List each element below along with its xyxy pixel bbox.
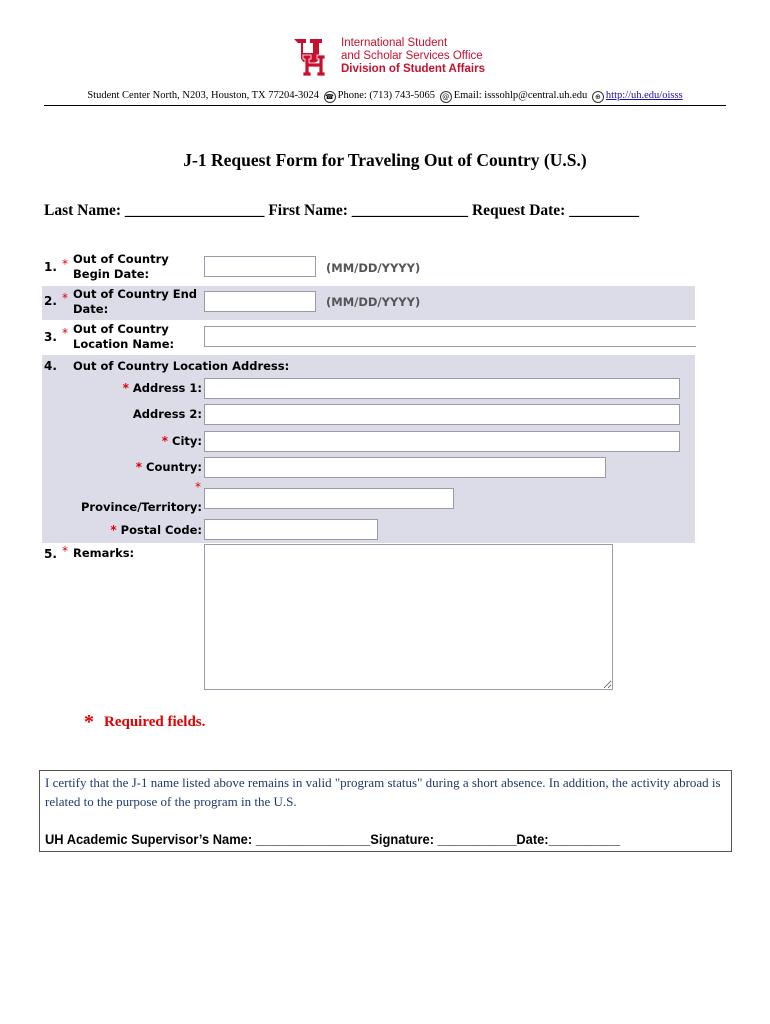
address1-label-text: Address 1:: [132, 381, 202, 395]
q2-date-hint: (MM/DD/YYYY): [326, 295, 421, 309]
q1-label: [73, 252, 169, 282]
postal-code-label: [62, 523, 202, 538]
logo-line-2: and Scholar Services Office: [341, 50, 483, 62]
postal-code-input[interactable]: [204, 519, 378, 540]
q3-label-line2: Location Name:: [73, 337, 175, 351]
logo-line-1: International Student: [341, 37, 448, 49]
address1-input[interactable]: [204, 378, 680, 399]
phone-text: Phone: (713) 743-5065: [337, 90, 436, 101]
country-label-text: Country:: [146, 460, 202, 474]
certification-text: I certify that the J-1 name listed above remains in valid "program status" during a short absence. In addition, the activity abroad is related to the purpose of the program in the U.S.: [45, 775, 721, 809]
supervisor-signature-line: UH Academic Supervisor’s Name: ________________Signature: ___________Date:__________: [45, 831, 621, 847]
phone-icon: ☎: [325, 93, 334, 101]
postal-required-mark: *: [110, 523, 117, 537]
q2-label-line2: Date:: [73, 302, 109, 316]
contact-line: [44, 90, 726, 106]
q2-required-mark: *: [62, 291, 68, 305]
website-link[interactable]: http://uh.edu/oisss: [605, 90, 683, 101]
q3-required-mark: *: [62, 326, 68, 340]
first-name-label: First Name: _______________: [268, 202, 469, 219]
city-label-text: City:: [172, 434, 202, 448]
q2-label-line1: Out of Country End: [73, 287, 198, 301]
q5-required-mark: *: [62, 544, 68, 558]
address2-input[interactable]: [204, 404, 680, 425]
q3-number: 3.: [44, 330, 57, 344]
name-line: [44, 202, 639, 220]
request-date-label: Request Date: _________: [471, 202, 639, 219]
remarks-textarea[interactable]: [204, 544, 613, 690]
location-name-input[interactable]: [204, 326, 696, 347]
email-icon: @: [440, 91, 452, 103]
city-input[interactable]: [204, 431, 680, 452]
q3-label-line1: Out of Country: [73, 322, 169, 336]
required-fields-text: Required fields.: [104, 714, 206, 730]
begin-date-input[interactable]: [204, 256, 316, 277]
q3-label: [73, 322, 174, 352]
province-required-mark: *: [195, 480, 201, 494]
address1-label: [62, 381, 202, 396]
required-fields-note: [84, 711, 205, 734]
country-required-mark: *: [135, 460, 142, 474]
q2-label: [73, 287, 197, 317]
form-title: J-1 Request Form for Traveling Out of Country (U.S.): [183, 150, 587, 170]
city-label: [62, 434, 202, 449]
q1-number: 1.: [44, 260, 57, 274]
city-required-mark: *: [161, 434, 168, 448]
postal-label-text: Postal Code:: [120, 523, 202, 537]
uh-logo-icon: [293, 38, 333, 76]
logo-text: [341, 37, 485, 76]
q4-label: Out of Country Location Address:: [73, 359, 290, 373]
required-star-icon: *: [84, 711, 94, 733]
q4-number: 4.: [44, 359, 57, 373]
web-icon: ⊕: [592, 91, 604, 103]
address-text: Student Center North, N203, Houston, TX 77204-3024: [87, 90, 320, 101]
last-name-label: Last Name: __________________: [44, 202, 265, 219]
q2-number: 2.: [44, 294, 57, 308]
q1-label-line2: Begin Date:: [73, 267, 150, 281]
address1-required-mark: *: [122, 381, 129, 395]
q5-label: Remarks:: [73, 546, 135, 560]
q1-required-mark: *: [62, 257, 68, 271]
address2-label: Address 2:: [132, 407, 202, 421]
province-label: Province/Territory:: [80, 500, 202, 514]
country-input[interactable]: [204, 457, 606, 478]
province-input[interactable]: [204, 488, 454, 509]
country-label: [62, 460, 202, 475]
email-text: Email: isssohlp@central.uh.edu: [453, 90, 588, 101]
q1-label-line1: Out of Country: [73, 252, 169, 266]
q5-number: 5.: [44, 547, 57, 561]
end-date-input[interactable]: [204, 291, 316, 312]
q1-date-hint: (MM/DD/YYYY): [326, 261, 421, 275]
logo-line-3: Division of Student Affairs: [341, 63, 485, 75]
